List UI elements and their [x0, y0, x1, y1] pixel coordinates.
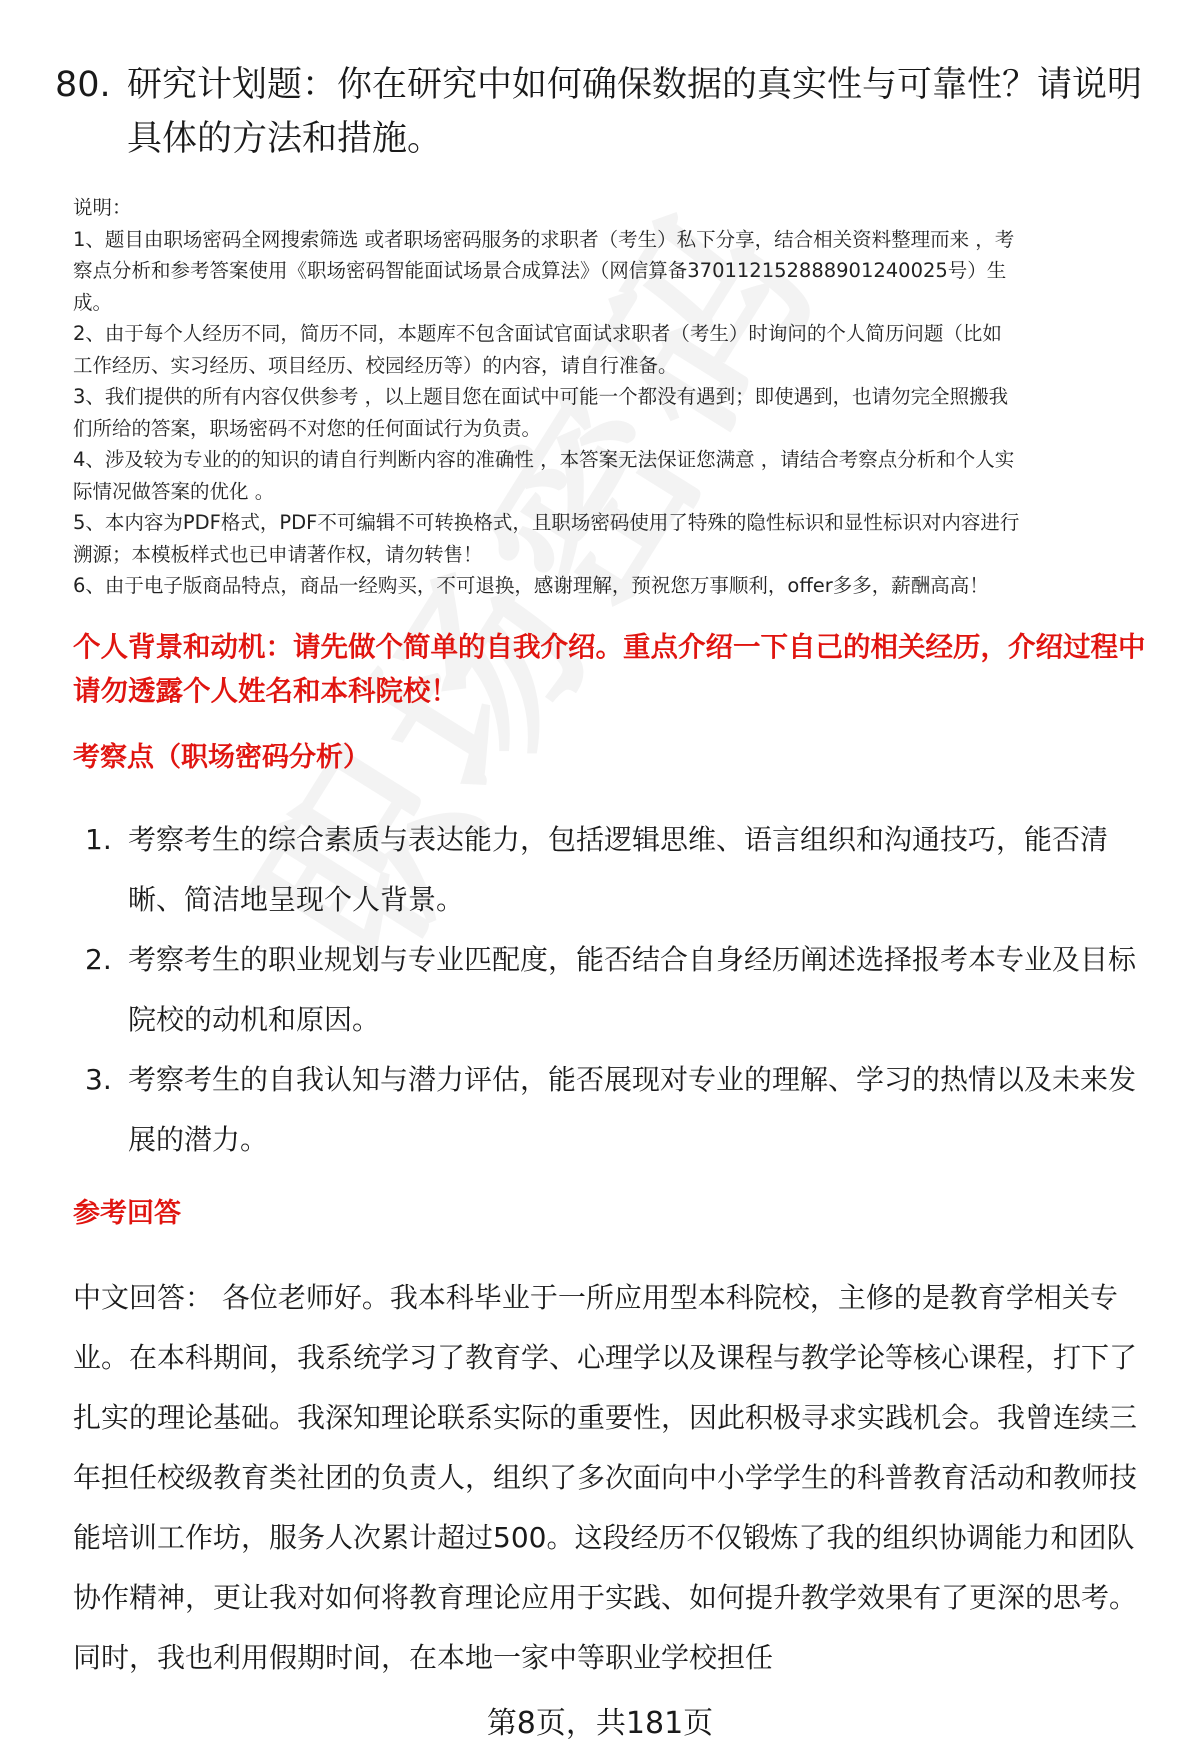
- notes-line: 察点分析和参考答案使用《职场密码智能面试场景合成算法》（网信算备370112152888901240025号）生: [73, 259, 1007, 282]
- reference-answer-text: 中文回答： 各位老师好。我本科毕业于一所应用型本科院校，主修的是教育学相关专业。在本科期间，我系统学习了教育学、心理学以及课程与教学论等核心课程，打下了扎实的理论基础。我深知理论联系实际的重要性，因此积极寻求实践机会。我曾连续三年担任校级教育类社团的负责人，组织了多次面向中小学学生的科普教育活动和教师技能培训工作坊，服务人次累计超过500。这段经历不仅锻炼了我的组织协调能力和团队协作精神，更让我对如何将教育理论应用于实践、如何提升教学效果有了更深的思考。同时，我也利用假期时间，在本地一家中等职业学校担任: [73, 1281, 1138, 1674]
- notes-line: 说明：: [73, 196, 132, 219]
- list-item: [80, 930, 1160, 1050]
- list-item: [80, 810, 1160, 930]
- list-item-number: 2.: [85, 943, 112, 976]
- question-text: 研究计划题：你在研究中如何确保数据的真实性与可靠性？请说明具体的方法和措施。: [127, 65, 1143, 159]
- list-item-number: 1.: [85, 823, 112, 856]
- notes-line: 5、本内容为PDF格式，PDF不可编辑不可转换格式，且职场密码使用了特殊的隐性标识和显性标识对内容进行: [73, 511, 1020, 534]
- question-title: [55, 58, 1155, 166]
- notes-line: 溯源；本模板样式也已申请著作权，请勿转售！: [73, 542, 483, 566]
- notes-line: 3、我们提供的所有内容仅供参考 ，以上题目您在面试中可能一个都没有遇到；即使遇到，也请勿完全照搬我: [73, 385, 1009, 408]
- notes-line: 工作经历、实习经历、项目经历、校园经历等）的内容，请自行准备。: [73, 353, 678, 377]
- notes-line: 2、由于每个人经历不同，简历不同，本题库不包含面试官面试求职者（考生）时询问的个人简历问题（比如: [73, 322, 1002, 345]
- notes-line: 成。: [73, 290, 113, 314]
- list-item-number: 3.: [85, 1063, 112, 1096]
- key-points-list: [80, 810, 1160, 1170]
- list-item: [80, 1050, 1160, 1170]
- disclaimer-notes: [73, 192, 1163, 602]
- background-heading: 个人背景和动机：请先做个简单的自我介绍。重点介绍一下自己的相关经历，介绍过程中请勿透露个人姓名和本科院校！: [73, 631, 1146, 707]
- list-item-text: 考察考生的自我认知与潜力评估，能否展现对专业的理解、学习的热情以及未来发展的潜力。: [128, 1063, 1137, 1156]
- page-number: 第8页，共181页: [486, 1706, 714, 1741]
- reference-answer-heading: 参考回答: [73, 1198, 181, 1229]
- key-points-heading: 考察点（职场密码分析）: [73, 742, 370, 773]
- list-item-text: 考察考生的职业规划与专业匹配度，能否结合自身经历阐述选择报考本专业及目标院校的动机和原因。: [128, 943, 1137, 1036]
- notes-line: 1、题目由职场密码全网搜索筛选 或者职场密码服务的求职者（考生）私下分享，结合相关资料整理而来 ，考: [73, 227, 1015, 251]
- notes-line: 际情况做答案的优化 。: [73, 479, 275, 503]
- question-number: 80.: [55, 65, 111, 105]
- notes-line: 6、由于电子版商品特点，商品一经购买，不可退换，感谢理解，预祝您万事顺利，offer多多，薪酬高高！: [73, 574, 989, 597]
- list-item-text: 考察考生的综合素质与表达能力，包括逻辑思维、语言组织和沟通技巧，能否清晰、简洁地呈现个人背景。: [128, 823, 1109, 916]
- notes-line: 4、涉及较为专业的的知识的请自行判断内容的准确性 ，本答案无法保证您满意 ，请结合考察点分析和个人实: [73, 448, 1015, 471]
- notes-line: 们所给的答案，职场密码不对您的任何面试行为负责。: [73, 416, 542, 440]
